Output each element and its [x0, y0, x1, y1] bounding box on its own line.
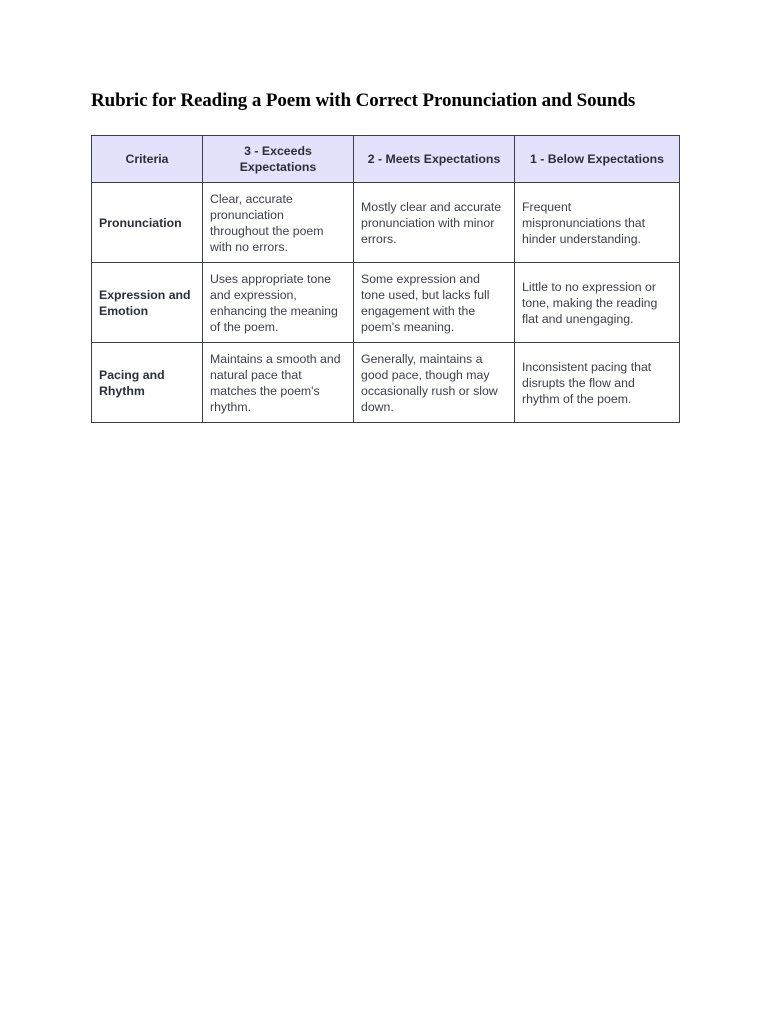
rubric-table — [91, 135, 680, 423]
meets-cell: Mostly clear and accurate pronunciation with minor errors. — [354, 183, 515, 263]
below-cell: Frequent mispronunciations that hinder understanding. — [515, 183, 680, 263]
table-row-pronunciation — [92, 183, 680, 263]
criteria-cell: Expression and Emotion — [92, 263, 203, 343]
header-criteria: Criteria — [92, 136, 203, 183]
exceeds-cell: Clear, accurate pronunciation throughout the poem with no errors. — [203, 183, 354, 263]
criteria-cell: Pronunciation — [92, 183, 203, 263]
exceeds-cell: Uses appropriate tone and expression, enhancing the meaning of the poem. — [203, 263, 354, 343]
below-cell: Little to no expression or tone, making the reading flat and unengaging. — [515, 263, 680, 343]
table-header-row — [92, 136, 680, 183]
meets-cell: Generally, maintains a good pace, though may occasionally rush or slow down. — [354, 343, 515, 423]
header-exceeds-expectations: 3 - Exceeds Expectations — [203, 136, 354, 183]
page-title: Rubric for Reading a Poem with Correct Pronunciation and Sounds — [91, 90, 636, 111]
table-row-expression-and-emotion — [92, 263, 680, 343]
below-cell: Inconsistent pacing that disrupts the flow and rhythm of the poem. — [515, 343, 680, 423]
header-meets-expectations: 2 - Meets Expectations — [354, 136, 515, 183]
header-below-expectations: 1 - Below Expectations — [515, 136, 680, 183]
exceeds-cell: Maintains a smooth and natural pace that matches the poem's rhythm. — [203, 343, 354, 423]
criteria-cell: Pacing and Rhythm — [92, 343, 203, 423]
table-row-pacing-and-rhythm — [92, 343, 680, 423]
meets-cell: Some expression and tone used, but lacks full engagement with the poem's meaning. — [354, 263, 515, 343]
